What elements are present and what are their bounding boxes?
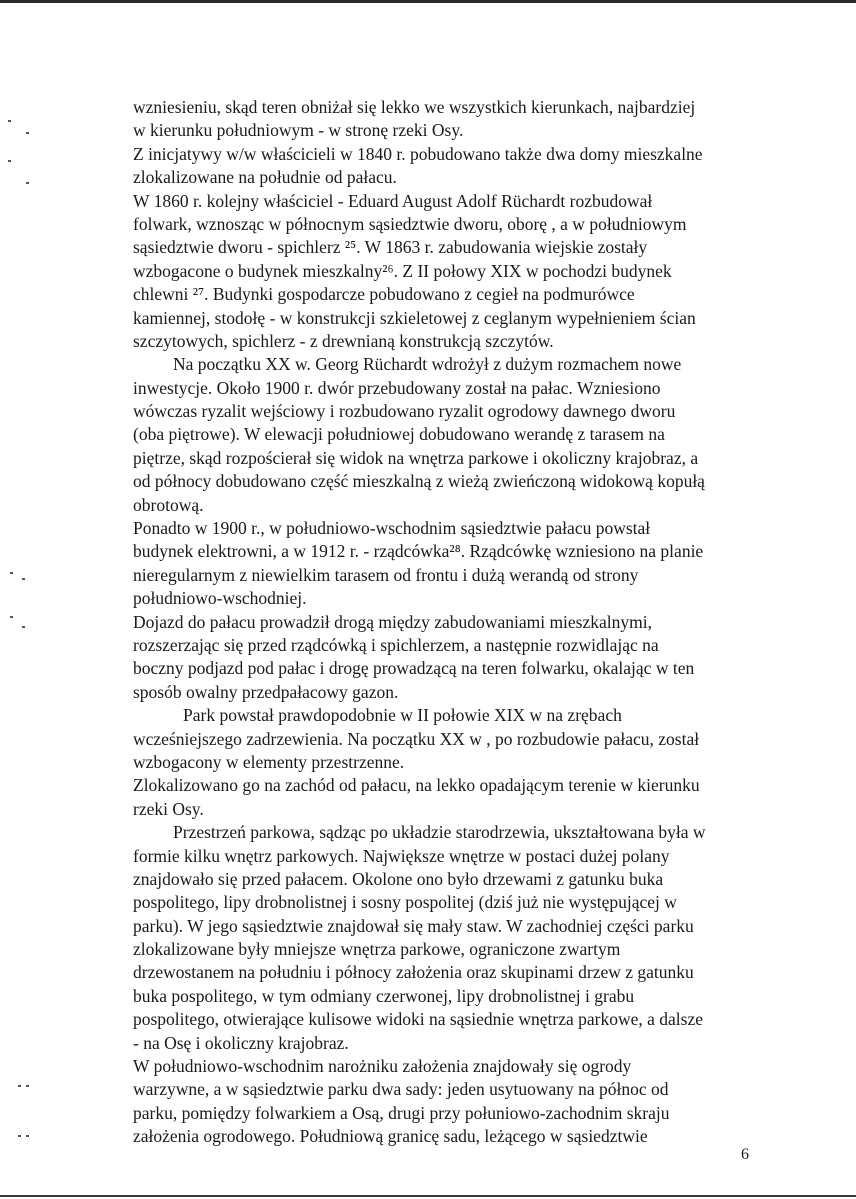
text-line: sąsiedztwie dworu - spichlerz ²⁵. W 1863 r. zabudowania wiejskie zostały	[133, 237, 648, 258]
text-line: Dojazd do pałacu prowadził drogą między zabudowaniami mieszkalnymi,	[133, 611, 652, 632]
text-line: W południowo-wschodnim narożniku założenia znajdowały się ogrody	[133, 1056, 632, 1077]
text-line: Przestrzeń parkowa, sądząc po układzie starodrzewia, ukształtowana była w	[173, 822, 706, 843]
text-line: - na Osę i okoliczny krajobraz.	[133, 1032, 349, 1053]
text-line: szczytowych, spichlerz - z drewnianą konstrukcją szczytów.	[133, 330, 554, 351]
scan-top-edge	[0, 0, 856, 3]
scan-mark	[26, 132, 29, 134]
text-line: inwestycje. Około 1900 r. dwór przebudowany został na pałac. Wzniesiono	[133, 377, 661, 398]
text-line: drzewostanem na południu i północy założenia oraz skupinami drzew z gatunku	[133, 962, 694, 983]
text-line: pospolitego, otwierające kulisowe widoki na sąsiednie wnętrza parkowe, a dalsze	[133, 1009, 704, 1030]
document-body	[133, 96, 773, 1149]
text-line: południowo-wschodniej.	[133, 588, 307, 609]
text-line: Na początku XX w. Georg Rüchardt wdrożył z dużym rozmachem nowe	[173, 354, 682, 375]
text-line: formie kilku wnętrz parkowych. Największe wnętrze w postaci dużej polany	[133, 845, 670, 866]
text-line: wzniesieniu, skąd teren obniżał się lekko we wszystkich kierunkach, najbardziej	[133, 97, 696, 117]
text-line: Ponadto w 1900 r., w południowo-wschodnim sąsiedztwie pałacu powstał	[133, 518, 651, 539]
text-line: zlokalizowane były mniejsze wnętrza parkowe, ograniczone zwartym	[133, 939, 621, 960]
text-line: pospolitego, lipy drobnolistnej i sosny pospolitej (dziś już nie występującej w	[133, 892, 677, 913]
text-line: znajdowało się przed pałacem. Okolone ono było drzewami z gatunku buka	[133, 868, 664, 889]
text-line: kamiennej, stodołę - w konstrukcji szkieletowej z ceglanym wypełnieniem ścian	[133, 307, 696, 328]
scan-mark	[8, 120, 11, 122]
text-line: buka pospolitego, w tym odmiany czerwonej, lipy drobnolistnej i grabu	[133, 985, 635, 1006]
text-line: wzbogacony w elementy przestrzenne.	[133, 751, 405, 772]
scan-mark	[26, 1135, 29, 1137]
text-line: sposób owalny przedpałacowy gazon.	[133, 681, 399, 702]
text-line: budynek elektrowni, a w 1912 r. - rządcówka²⁸. Rządcówkę wzniesiono na planie	[133, 541, 704, 562]
text-line: obrotową.	[133, 494, 204, 515]
scan-mark	[22, 626, 25, 628]
scan-mark	[18, 1085, 21, 1087]
scan-mark	[10, 572, 13, 574]
scan-mark	[18, 1135, 21, 1137]
text-line: rzeki Osy.	[133, 798, 204, 819]
text-line: folwark, wznosząc w północnym sąsiedztwie dworu, oborę , a w południowym	[133, 213, 687, 234]
text-line: piętrze, skąd rozpościerał się widok na wnętrza parkowe i okoliczny krajobraz, a	[133, 447, 699, 468]
text-line: Zlokalizowano go na zachód od pałacu, na lekko opadającym terenie w kierunku	[133, 775, 700, 796]
text-line: założenia ogrodowego. Południową granicę sadu, leżącego w sąsiedztwie	[133, 1126, 648, 1147]
text-line: parku). W jego sąsiedztwie znajdował się mały staw. W zachodniej części parku	[133, 915, 694, 936]
text-line: w kierunku południowym - w stronę rzeki Osy.	[133, 120, 464, 141]
text-line: wcześniejszego zadrzewienia. Na początku XX w , po rozbudowie pałacu, został	[133, 728, 700, 749]
scan-mark	[10, 616, 13, 618]
scan-mark	[26, 182, 29, 184]
text-line: chlewni ²⁷. Budynki gospodarcze pobudowano z cegieł na podmurówce	[133, 284, 635, 305]
page-number: 6	[741, 1146, 749, 1163]
text-line: (oba piętrowe). W elewacji południowej dobudowano werandę z tarasem na	[133, 424, 665, 445]
text-line: nieregularnym z niewielkim tarasem od frontu i dużą werandą od strony	[133, 564, 639, 585]
text-line: Park powstał prawdopodobnie w II połowie XIX w na zrębach	[183, 705, 622, 726]
text-line: rozszerzając się przed rządcówką i spichlerzem, a następnie rozwidlając na	[133, 634, 659, 655]
text-line: W 1860 r. kolejny właściciel - Eduard August Adolf Rüchardt rozbudował	[133, 190, 653, 211]
text-line: od północy dobudowano część mieszkalną z wieżą zwieńczoną widokową kopułą	[133, 471, 705, 492]
text-line: warzywne, a w sąsiedztwie parku dwa sady: jeden usytuowany na północ od	[133, 1079, 669, 1100]
text-line: Z inicjatywy w/w właścicieli w 1840 r. pobudowano także dwa domy mieszkalne	[133, 143, 703, 164]
scan-bottom-edge	[0, 1195, 856, 1197]
text-line: wówczas ryzalit wejściowy i rozbudowano ryzalit ogrodowy dawnego dworu	[133, 401, 676, 422]
text-line: wzbogacone o budynek mieszkalny²⁶. Z II połowy XIX w pochodzi budynek	[133, 260, 672, 281]
scan-mark	[8, 160, 11, 162]
text-line: zlokalizowane na południe od pałacu.	[133, 167, 397, 188]
scan-mark	[22, 578, 25, 580]
text-line: parku, pomiędzy folwarkiem a Osą, drugi przy połuniowo-zachodnim skraju	[133, 1102, 670, 1123]
scan-mark	[26, 1085, 29, 1087]
text-line: boczny podjazd pod pałac i drogę prowadzącą na teren folwarku, okalając w ten	[133, 658, 695, 679]
